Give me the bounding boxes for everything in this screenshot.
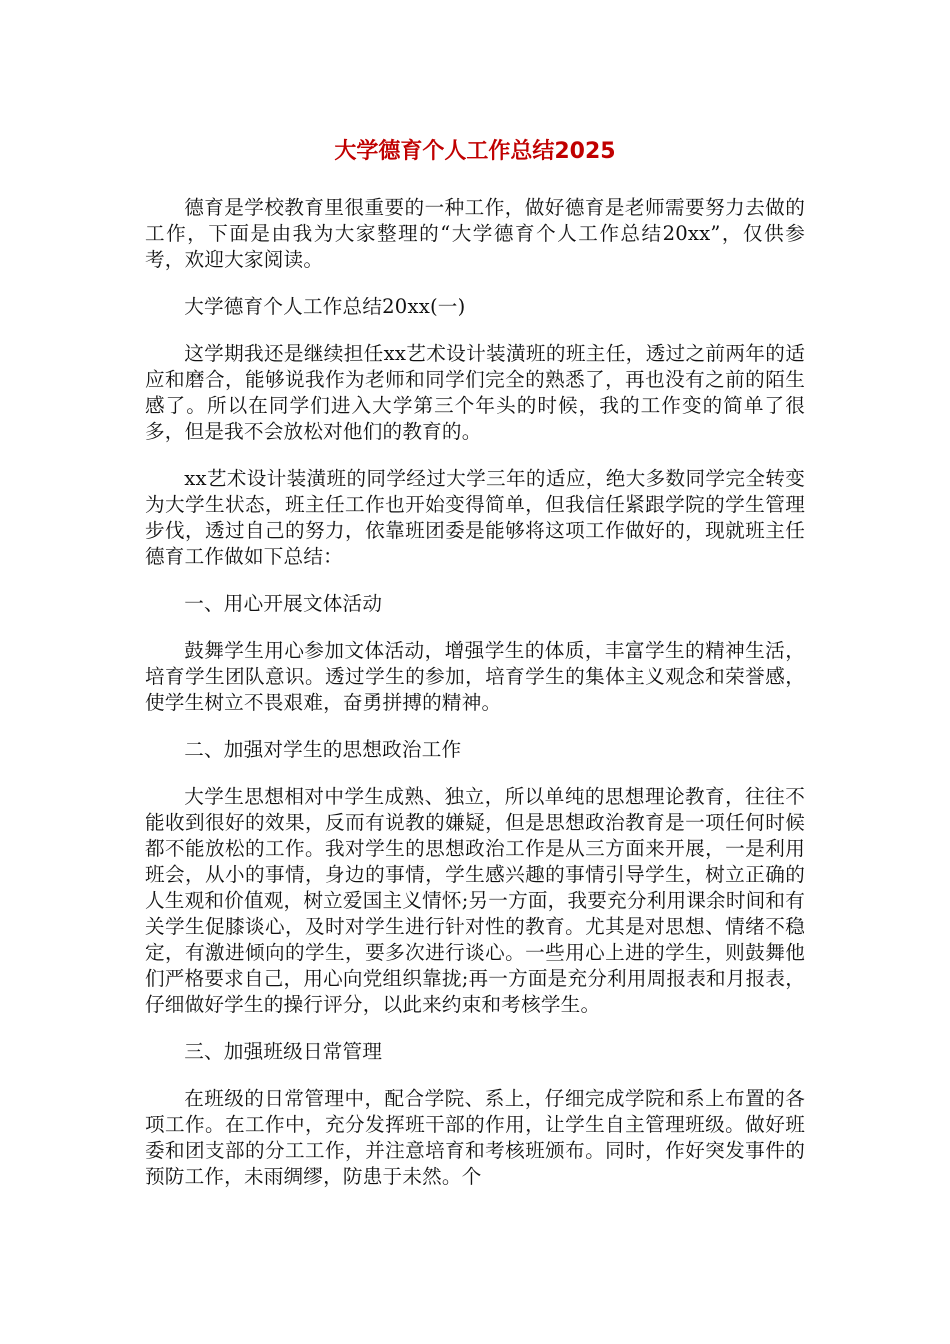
document-body [145,195,805,1211]
paragraph-2: xx艺术设计装潢班的同学经过大学三年的适应，绝大多数同学完全转变为大学生状态，班主任工作也开始变得简单，但我信任紧跟学院的学生管理步伐，透过自己的努力，依靠班团委是能够将这项工作做好的，现就班主任德育工作做如下总结： [145,467,805,568]
paragraph-1: 这学期我还是继续担任xx艺术设计装潢班的班主任，透过之前两年的适应和磨合，能够说我作为老师和同学们完全的熟悉了，再也没有之前的陌生感了。所以在同学们进入大学第三个年头的时候，我的工作变的简单了很多，但是我不会放松对他们的教育的。 [145,342,805,443]
document-title: 大学德育个人工作总结2025 [334,139,616,164]
paragraph-3: 鼓舞学生用心参加文体活动，增强学生的体质，丰富学生的精神生活，培育学生团队意识。透过学生的参加，培育学生的集体主义观念和荣誉感，使学生树立不畏艰难，奋勇拼搏的精神。 [145,639,805,714]
heading-2: 二、加强对学生的思想政治工作 [184,738,462,761]
heading-3: 三、加强班级日常管理 [184,1040,383,1063]
heading-1: 一、用心开展文体活动 [184,592,383,615]
paragraph-5: 在班级的日常管理中，配合学院、系上，仔细完成学院和系上布置的各项工作。在工作中，充分发挥班干部的作用，让学生自主管理班级。做好班委和团支部的分工工作，并注意培育和考核班颁布。同时，作好突发事件的预防工作，未雨绸缪，防患于未然。个 [145,1087,805,1188]
paragraph-4: 大学生思想相对中学生成熟、独立，所以单纯的思想理论教育，往往不能收到很好的效果，反而有说教的嫌疑，但是思想政治教育是一项任何时候都不能放松的工作。我对学生的思想政治工作是从三方面来开展，一是利用班会，从小的事情，身边的事情，学生感兴趣的事情引导学生，树立正确的人生观和价值观，树立爱国主义情怀;另一方面，我要充分利用课余时间和有关学生促膝谈心，及时对学生进行针对性的教育。尤其是对思想、情绪不稳定，有激进倾向的学生，要多次进行谈心。一些用心上进的学生，则鼓舞他们严格要求自己，用心向党组织靠拢;再一方面是充分利用周报表和月报表，仔细做好学生的操行评分，以此来约束和考核学生。 [145,785,805,1016]
section-subtitle: 大学德育个人工作总结20xx(一) [184,295,466,318]
intro-paragraph: 德育是学校教育里很重要的一种工作，做好德育是老师需要努力去做的工作，下面是由我为大家整理的“大学德育个人工作总结20xx”，仅供参考，欢迎大家阅读。 [145,196,805,271]
